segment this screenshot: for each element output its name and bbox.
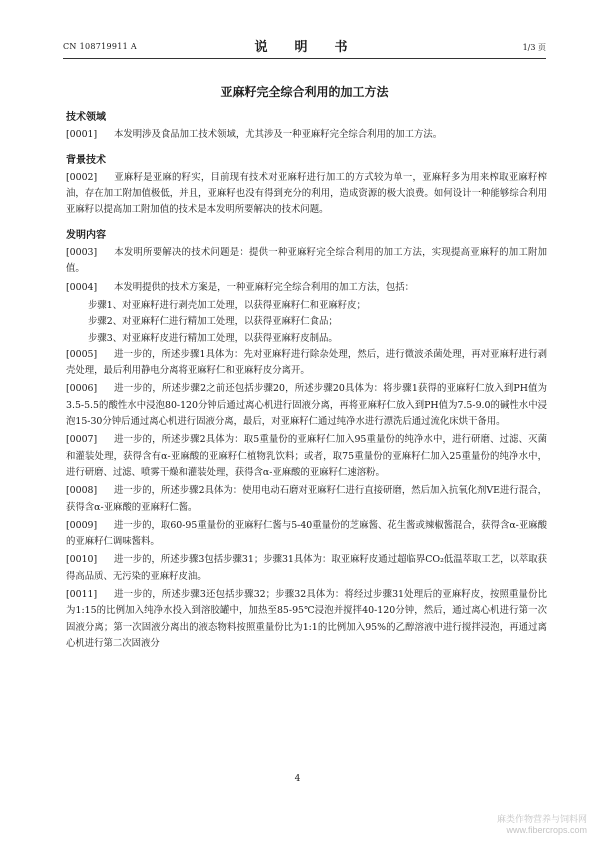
- site-watermark: [497, 814, 587, 836]
- paragraph-text: 进一步的，取60-95重量份的亚麻籽仁酱与5-40重量份的芝麻酱、花生酱或辣椒酱混合，获得含α-亚麻酸的亚麻籽仁调味酱料。: [66, 519, 547, 548]
- paragraph: [66, 245, 547, 278]
- paragraph: [66, 127, 547, 143]
- paragraph: [66, 518, 547, 551]
- paragraph-text: 步骤2、对亚麻籽仁进行精加工处理，以获得亚麻籽仁食品；: [88, 316, 338, 328]
- paragraph-text: 进一步的，所述步骤3包括步骤31；步骤31具体为：取亚麻籽皮通过超临界CO₂低温萃取工艺，以萃取获得高品质、无污染的亚麻籽皮油。: [66, 554, 547, 582]
- paragraph-number: [0010]: [66, 554, 98, 566]
- section-heading: 发明内容: [66, 229, 106, 241]
- section-heading: 背景技术: [66, 154, 106, 166]
- paragraph-number: [0009]: [66, 519, 98, 531]
- paragraph-text: 进一步的，所述步骤3还包括步骤32；步骤32具体为：将经过步骤31处理后的亚麻籽皮，按照重量份比为1:15的比例加入纯净水投入到溶胶罐中，加热至85-95℃浸泡并搅拌40-120分钟，然后，通过离心机进行第一次固液分离；第一次固液分离出的液态物料按照重量份比为1:1的比例加入95%的乙醇溶液中进行搅拌浸泡，再通过离心机进行第二次固液分: [66, 589, 547, 649]
- page-header: [63, 36, 546, 58]
- paragraph: [66, 170, 547, 219]
- paragraph: [66, 483, 547, 516]
- document-body: [66, 110, 547, 654]
- paragraph-text: 本发明所要解决的技术问题是：提供一种亚麻籽完全综合利用的加工方法，实现提高亚麻籽的加工附加值。: [66, 247, 547, 275]
- paragraph-text: 亚麻籽是亚麻的籽实，目前现有技术对亚麻籽进行加工的方式较为单一，亚麻籽多为用来榨取亚麻籽榨油，存在加工附加值极低，并且，亚麻籽也没有得到充分的利用，造成资源的极大浪费。如何设计一种能够综合利用亚麻籽以提高加工附加值的技术是本发明所要解决的技术问题。: [66, 171, 547, 216]
- paragraph-number: [0001]: [66, 129, 98, 141]
- paragraph: [66, 432, 547, 481]
- paragraph-number: [0006]: [66, 383, 98, 395]
- step-item: [66, 314, 547, 330]
- paragraph: [66, 552, 547, 585]
- page-info: 1/3 页: [522, 43, 546, 52]
- paragraph-number: [0008]: [66, 485, 98, 497]
- watermark-line-2: www.fibercrops.com: [506, 825, 587, 835]
- header-rule: [63, 58, 546, 59]
- watermark-line-1: 麻类作物营养与饲料网: [496, 814, 587, 824]
- paragraph: [66, 280, 547, 296]
- paragraph: [66, 347, 547, 380]
- paragraph: [66, 381, 547, 430]
- paragraph-text: 步骤1、对亚麻籽进行剥壳加工处理，以获得亚麻籽仁和亚麻籽皮；: [88, 299, 366, 311]
- paragraph-text: 进一步的，所述步骤2之前还包括步骤20，所述步骤20具体为：将步骤1获得的亚麻籽仁放入到PH值为3.5-5.5的酸性水中浸泡80-120分钟后通过离心机进行固液分离，再将亚麻籽仁放入到PH值为7.5-9.0的碱性水中浸泡15-30分钟后通过离心机进行固液分离，最后，对亚麻籽仁通过纯净水进行漂洗后通过流化床烘干备用。: [66, 383, 547, 428]
- paragraph-text: 步骤3、对亚麻籽皮进行精加工处理，以获得亚麻籽皮制品。: [88, 332, 338, 344]
- paragraph-text: 本发明提供的技术方案是，一种亚麻籽完全综合利用的加工方法，包括：: [114, 281, 415, 293]
- step-item: [66, 298, 547, 314]
- section-heading: 技术领域: [66, 112, 106, 123]
- document-title: 亚麻籽完全综合利用的加工方法: [220, 85, 389, 99]
- paragraph: [66, 587, 547, 652]
- patent-number: CN 108719911 A: [63, 42, 137, 51]
- paragraph-number: [0004]: [66, 281, 98, 293]
- paragraph-text: 进一步的，所述步骤2具体为：使用电动石磨对亚麻籽仁进行直接研磨，然后加入抗氧化剂VE进行混合，获得含α-亚麻酸的亚麻籽仁酱。: [66, 485, 547, 513]
- page-number: 4: [294, 774, 301, 784]
- paragraph-text: 进一步的，所述步骤2具体为：取5重量份的亚麻籽仁加入95重量份的纯净水中，进行研磨、过滤、灭菌和灌装处理，获得含有α-亚麻酸的亚麻籽仁植物乳饮料；或者，取75重量份的亚麻籽仁加入25重量份的纯净水中，进行研磨、过滤、喷雾干燥和灌装处理，获得含α-亚麻酸的亚麻籽仁速溶粉。: [66, 434, 547, 478]
- paragraph-number: [0003]: [66, 247, 98, 259]
- paragraph-number: [0002]: [66, 171, 98, 183]
- paragraph-number: [0007]: [66, 434, 98, 446]
- paragraph-number: [0005]: [66, 348, 98, 360]
- step-item: [66, 331, 547, 347]
- paragraph-number: [0011]: [66, 589, 98, 601]
- document-type: 说 明 书: [254, 40, 355, 55]
- paragraph-text: 进一步的，所述步骤1具体为：先对亚麻籽进行除杂处理，然后，进行微波杀菌处理，再对亚麻籽进行剥壳处理，最后利用静电分离将亚麻籽仁和亚麻籽皮分离开。: [66, 348, 547, 377]
- paragraph-text: 本发明涉及食品加工技术领域，尤其涉及一种亚麻籽完全综合利用的加工方法。: [114, 129, 443, 141]
